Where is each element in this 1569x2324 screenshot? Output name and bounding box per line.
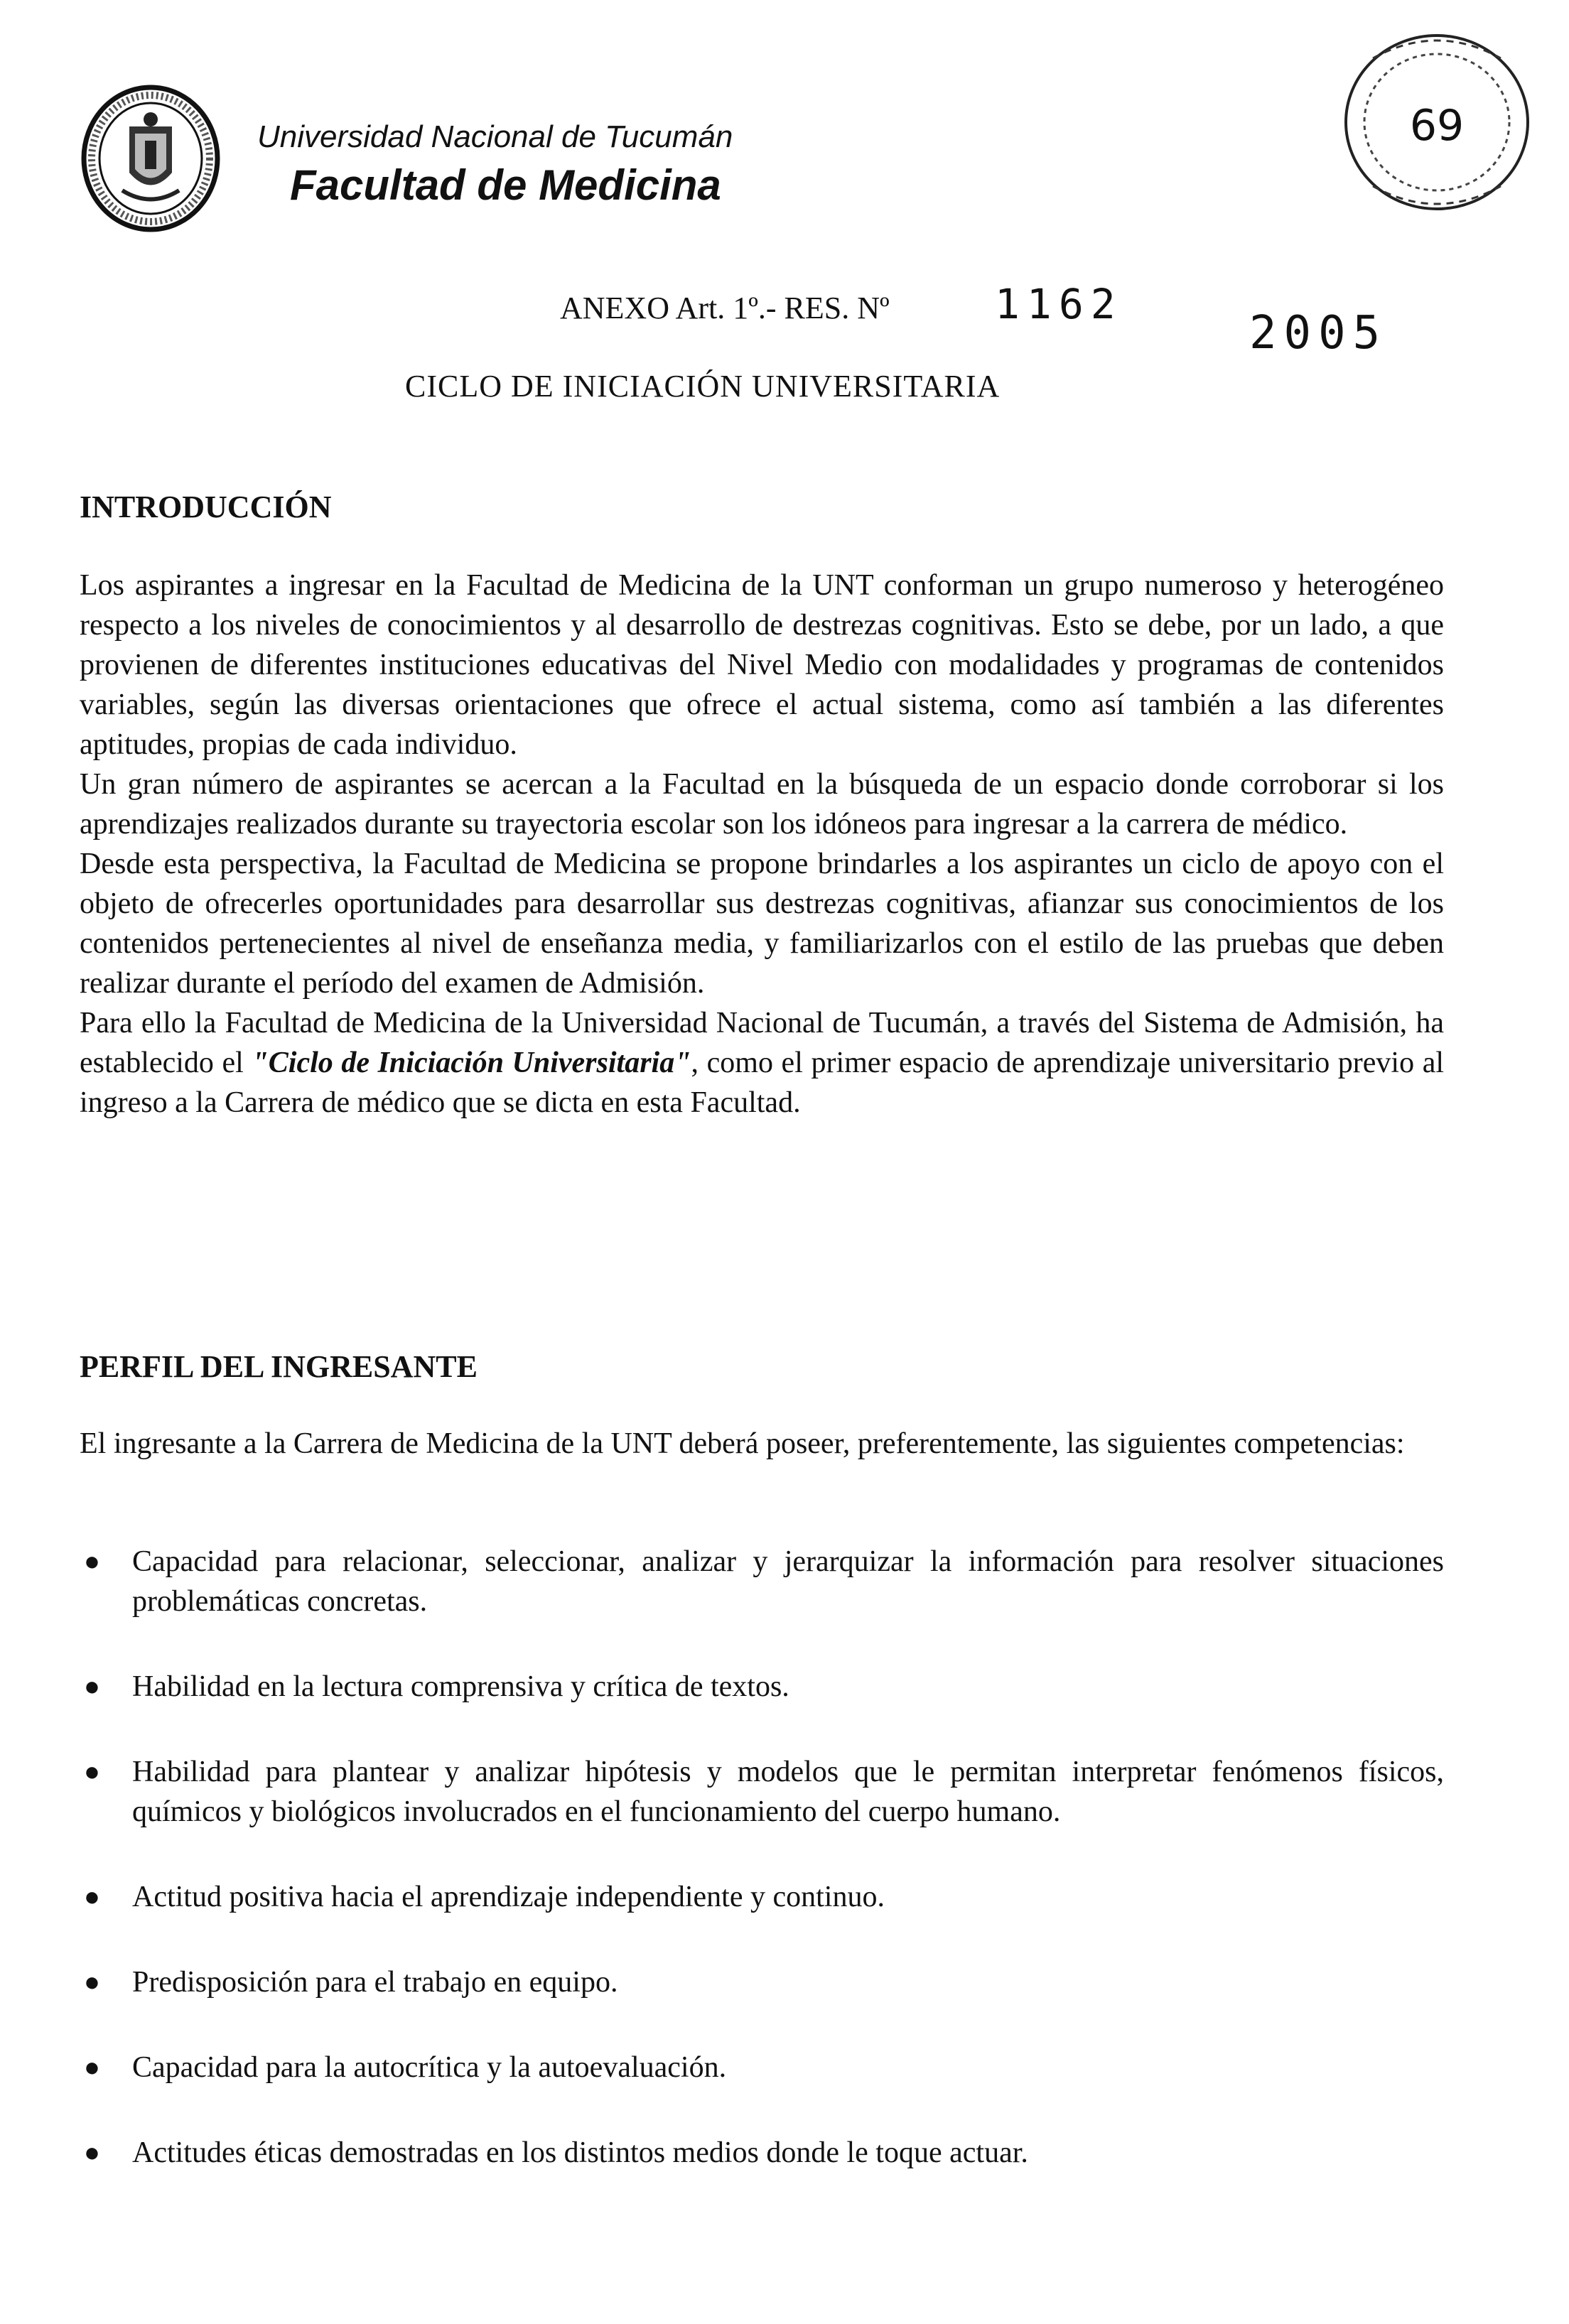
- p4-start: Para ello la Facultad de Medicina de la Universidad Nacional de Tucumán, a través del Sistema de Admisión, ha establecido el: [80, 1007, 1444, 1079]
- intro-paragraph-3: Desde esta perspectiva, la Facultad de Medicina se propone brindarles a los aspirantes un ciclo de apoyo con el objeto de ofrecerles oportunidades para desarrollar sus destrezas cognitivas, afianzar sus conocimientos de los contenidos pertenecientes al nivel de enseñanza media, y familiarizarlos con el estilo de las pruebas que deben realizar durante el período del examen de Admisión.: [80, 848, 1444, 1000]
- resolution-year: 2005: [1249, 307, 1388, 360]
- list-item: [80, 1752, 1444, 1832]
- intro-paragraph-2: Un gran número de aspirantes se acercan a la Facultad en la búsqueda de un espacio donde corroborar si los aprendizajes realizados durante su trayectoria escolar son los idóneos para ingresar a la carrera de médico.: [80, 768, 1444, 841]
- university-name: Universidad Nacional de Tucumán: [257, 119, 733, 154]
- list-item-text: Habilidad para plantear y analizar hipótesis y modelos que le permitan interpretar fenómenos físicos, químicos y biológicos involucrados en el funcionamiento del cuerpo humano.: [132, 1756, 1444, 1828]
- perfil-heading: PERFIL DEL INGRESANTE: [80, 1349, 478, 1384]
- p4-end: , como el primer espacio de aprendizaje universitario previo al ingreso a la Carrera de médico que se dicta en esta Facultad.: [80, 1047, 1445, 1119]
- faculty-name: Facultad de Medicina: [290, 161, 721, 209]
- list-item: [80, 2133, 1444, 2173]
- bullet-icon: ●: [84, 1672, 100, 1702]
- annex-label: ANEXO Art. 1º.- RES. Nº: [560, 291, 890, 325]
- list-item: [80, 2048, 1444, 2087]
- intro-paragraph-4: [80, 1003, 1444, 1123]
- list-item-text: Actitudes éticas demostradas en los distintos medios donde le toque actuar.: [132, 2136, 1028, 2169]
- list-item-text: Predisposición para el trabajo en equipo.: [132, 1966, 618, 1999]
- program-title: CICLO DE INICIACIÓN UNIVERSITARIA: [405, 369, 1001, 404]
- list-item-text: Capacidad para la autocrítica y la autoevaluación.: [132, 2051, 727, 2084]
- bullet-icon: ●: [84, 1757, 100, 1787]
- competencias-list: [80, 1542, 1444, 2218]
- list-item: [80, 1877, 1444, 1917]
- resolution-number: 1162: [995, 280, 1123, 328]
- list-item: [80, 1667, 1444, 1707]
- bullet-icon: ●: [84, 2053, 100, 2082]
- list-item: [80, 1962, 1444, 2002]
- introduccion-heading: INTRODUCCIÓN: [80, 490, 332, 524]
- perfil-intro: [80, 1424, 1444, 1464]
- perfil-intro-text: El ingresante a la Carrera de Medicina de la UNT deberá poseer, preferentemente, las siguientes competencias:: [80, 1427, 1405, 1460]
- bullet-icon: ●: [84, 1547, 100, 1577]
- bullet-icon: ●: [84, 1967, 100, 1997]
- p4-emphasis: "Ciclo de Iniciación Universitaria": [252, 1047, 691, 1079]
- university-seal-logo: [80, 84, 222, 233]
- list-item-text: Habilidad en la lectura comprensiva y crítica de textos.: [132, 1670, 789, 1703]
- list-item-text: Capacidad para relacionar, seleccionar, analizar y jerarquizar la información para resolver situaciones problemáticas concretas.: [132, 1545, 1444, 1618]
- bullet-icon: ●: [84, 1882, 100, 1912]
- intro-paragraph-1: Los aspirantes a ingresar en la Facultad de Medicina de la UNT conforman un grupo numeroso y heterogéneo respecto a los niveles de conocimientos y al desarrollo de destrezas cognitivas. Esto se debe, por un lado, a que provienen de diferentes instituciones educativas del Nivel Medio con modalidades y programas de contenidos variables, según las diversas orientaciones que ofrece el actual sistema, como así también a las diferentes aptitudes, propias de cada individuo.: [80, 569, 1444, 761]
- stamp-number: 69: [1409, 101, 1465, 151]
- introduccion-body: [80, 566, 1444, 1123]
- list-item: [80, 1542, 1444, 1621]
- official-stamp: [1330, 16, 1536, 229]
- list-item-text: Actitud positiva hacia el aprendizaje independiente y continuo.: [132, 1881, 885, 1913]
- bullet-icon: ●: [84, 2138, 100, 2168]
